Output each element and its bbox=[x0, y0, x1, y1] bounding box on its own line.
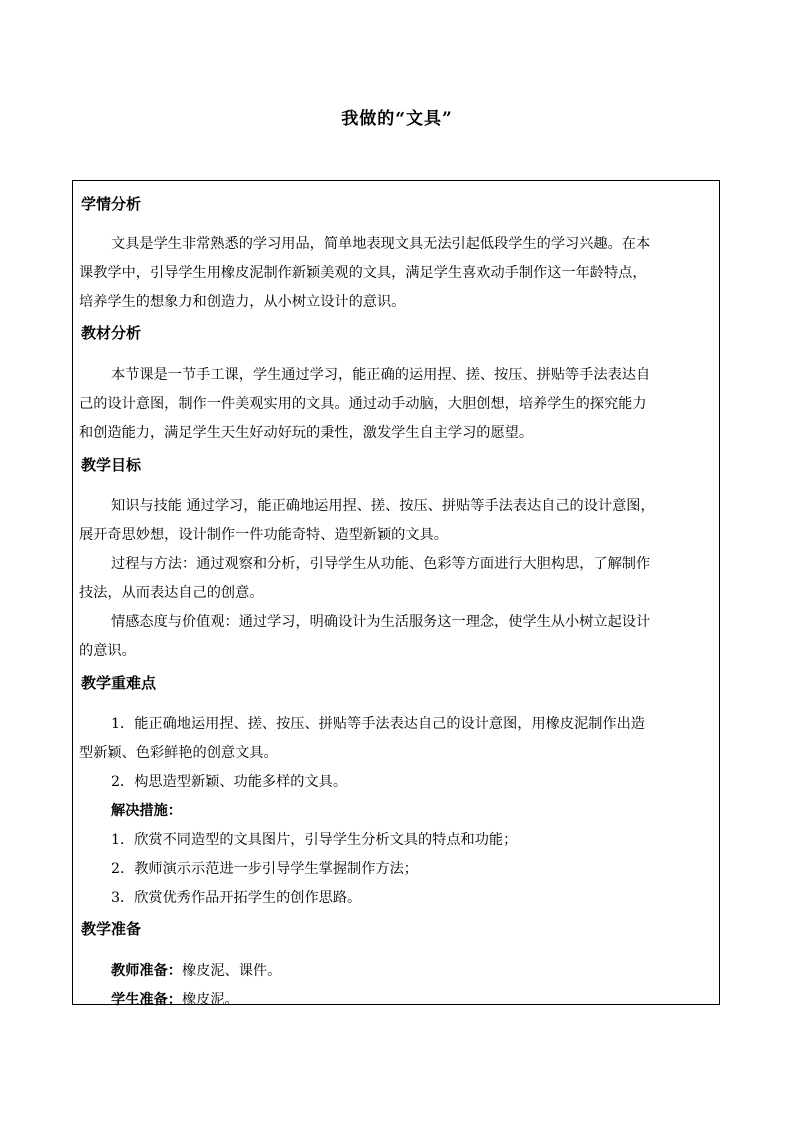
paragraph-line: 知识与技能 通过学习，能正确地运用捏、搓、按压、拼贴等手法表达自己的设计意图， bbox=[111, 498, 655, 514]
measure-item: 3．欣赏优秀作品开拓学生的创作思路。 bbox=[111, 890, 362, 906]
teacher-preparation-label: 教师准备： bbox=[111, 963, 182, 979]
student-preparation bbox=[111, 989, 713, 1009]
paragraph-line: 过程与方法：通过观察和分析，引导学生从功能、色彩等方面进行大胆构思，了解制作 bbox=[111, 556, 651, 572]
paragraph-line: 己的设计意图，制作一件美观实用的文具。通过动手动脑，大胆创想，培养学生的探究能力 bbox=[79, 396, 647, 412]
section-heading-key-difficulties: 教学重难点 bbox=[81, 674, 157, 692]
paragraph-line: 1．能正确地运用捏、搓、按压、拼贴等手法表达自己的设计意图，用橡皮泥制作出造 bbox=[111, 716, 645, 732]
paragraph-line: 的意识。 bbox=[79, 643, 136, 659]
paragraph-line: 型新颖、色彩鲜艳的创意文具。 bbox=[79, 745, 278, 761]
paragraph-line: 2．构思造型新颖、功能多样的文具。 bbox=[111, 774, 348, 790]
section-heading-textbook-analysis: 教材分析 bbox=[81, 324, 142, 342]
paragraph-line: 课教学中，引导学生用橡皮泥制作新颖美观的文具，满足学生喜欢动手制作这一年龄特点， bbox=[79, 265, 647, 281]
document-title: 我做的“文具” bbox=[341, 109, 453, 129]
student-preparation-value: 橡皮泥。 bbox=[181, 992, 239, 1008]
paragraph-line: 和创造能力，满足学生天生好动好玩的秉性，激发学生自主学习的愿望。 bbox=[79, 425, 534, 441]
paragraph-line: 展开奇思妙想，设计制作一件功能奇特、造型新颖的文具。 bbox=[79, 527, 448, 543]
section-heading-learner-analysis: 学情分析 bbox=[81, 195, 142, 213]
lesson-plan-table bbox=[72, 180, 720, 1008]
teacher-preparation-value: 橡皮泥、课件。 bbox=[181, 963, 282, 979]
measure-item: 2．教师演示示范进一步引导学生掌握制作方法； bbox=[111, 861, 418, 877]
paragraph-line: 技法，从而表达自己的创意。 bbox=[79, 585, 264, 601]
paragraph-line: 培养学生的想象力和创造力，从小树立设计的意识。 bbox=[79, 294, 406, 310]
section-heading-teaching-objectives: 教学目标 bbox=[81, 456, 142, 474]
teacher-preparation bbox=[111, 960, 713, 980]
paragraph-line: 文具是学生非常熟悉的学习用品，简单地表现文具无法引起低段学生的学习兴趣。在本 bbox=[111, 236, 651, 252]
measures-label: 解决措施： bbox=[111, 803, 182, 819]
section-heading-teaching-preparation: 教学准备 bbox=[81, 920, 142, 938]
paragraph-line: 情感态度与价值观：通过学习，明确设计为生活服务这一理念，使学生从小树立起设计 bbox=[111, 614, 651, 630]
measure-item: 1．欣赏不同造型的文具图片，引导学生分析文具的特点和功能； bbox=[111, 832, 518, 848]
paragraph-line: 本节课是一节手工课，学生通过学习，能正确的运用捏、搓、按压、拼贴等手法表达自 bbox=[111, 367, 651, 383]
student-preparation-label: 学生准备： bbox=[111, 992, 182, 1008]
